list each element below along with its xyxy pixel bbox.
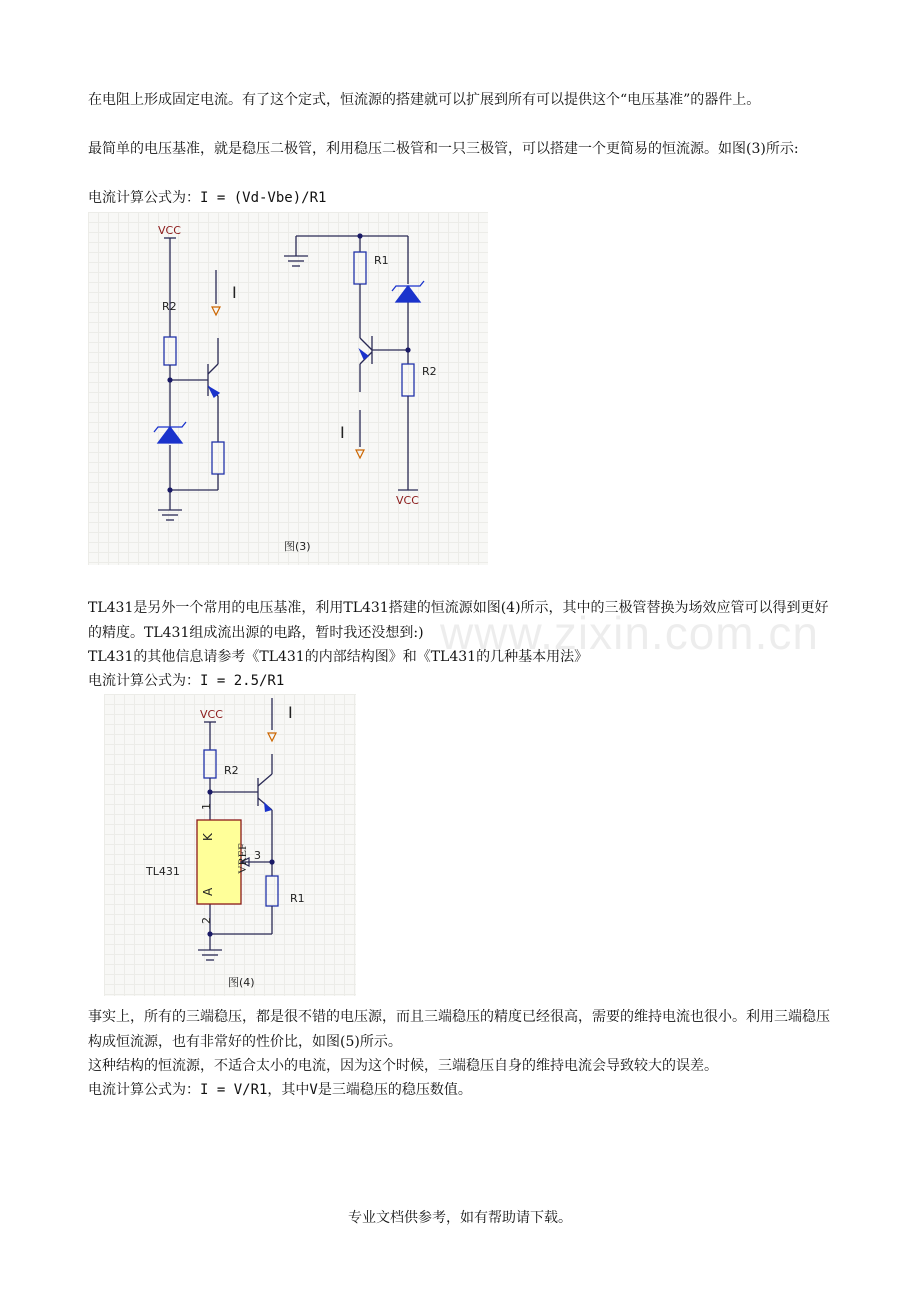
- formula-fig4: 电流计算公式为：I = 2.5/R1: [88, 673, 285, 689]
- cathode-label: K: [201, 833, 215, 841]
- r2-label: R2: [224, 764, 239, 777]
- pin-1-label: 1: [200, 803, 213, 810]
- r2-label-left: R2: [162, 300, 177, 313]
- current-label-right: I: [340, 423, 345, 442]
- anode-label: A: [201, 887, 215, 896]
- pin-2-label: 2: [200, 917, 213, 924]
- vref-label: VREF: [235, 843, 249, 874]
- pin-3-label: 3: [254, 849, 261, 862]
- r1-label-right: R1: [374, 254, 389, 267]
- paragraph-tl431: TL431是另外一个常用的电压基准，利用TL431搭建的恒流源如图(4)所示，其中的三极管替换为场效应管可以得到更好的精度。TL431组成流出源的电路，暂时我还没想到:): [88, 600, 829, 641]
- paragraph-limitation: 这种结构的恒流源，不适合太小的电流，因为这个时候，三端稳压自身的维持电流会导致较大的误差。: [88, 1058, 718, 1074]
- vcc-label-right: VCC: [396, 494, 419, 507]
- vcc-label-left: VCC: [158, 224, 181, 237]
- paragraph-zener: 最简单的电压基准，就是稳压二极管，利用稳压二极管和一只三极管，可以搭建一个更简易的恒流源。如图(3)所示:: [88, 141, 799, 157]
- figure-4: [104, 694, 356, 996]
- figure-3-schematic: [88, 212, 488, 565]
- current-label: I: [288, 703, 293, 722]
- tl431-label: TL431: [146, 865, 180, 878]
- page-footer: 专业文档供参考，如有帮助请下载。: [348, 1210, 572, 1226]
- figure-3-caption: 图(3): [284, 540, 311, 553]
- watermark-text: www.zixin.com.cn: [440, 607, 819, 659]
- formula-fig3: 电流计算公式为：I = (Vd-Vbe)/R1: [88, 190, 327, 206]
- r2-label-right: R2: [422, 365, 437, 378]
- vcc-label: VCC: [200, 708, 223, 721]
- figure-4-schematic: [104, 694, 356, 996]
- figure-3: [88, 212, 488, 565]
- figure-4-caption: 图(4): [228, 976, 255, 989]
- formula-fig5: 电流计算公式为：I = V/R1，其中V是三端稳压的稳压数值。: [88, 1082, 472, 1098]
- current-label-left: I: [232, 283, 237, 302]
- paragraph-intro: 在电阻上形成固定电流。有了这个定式，恒流源的搭建就可以扩展到所有可以提供这个“电压基准”的器件上。: [88, 92, 761, 108]
- paragraph-tl431-reference: TL431的其他信息请参考《TL431的内部结构图》和《TL431的几种基本用法》: [88, 649, 589, 665]
- r1-label: R1: [290, 892, 305, 905]
- paragraph-three-terminal: 事实上，所有的三端稳压，都是很不错的电压源，而且三端稳压的精度已经很高，需要的维持电流也很小。利用三端稳压构成恒流源，也有非常好的性价比，如图(5)所示。: [88, 1009, 830, 1050]
